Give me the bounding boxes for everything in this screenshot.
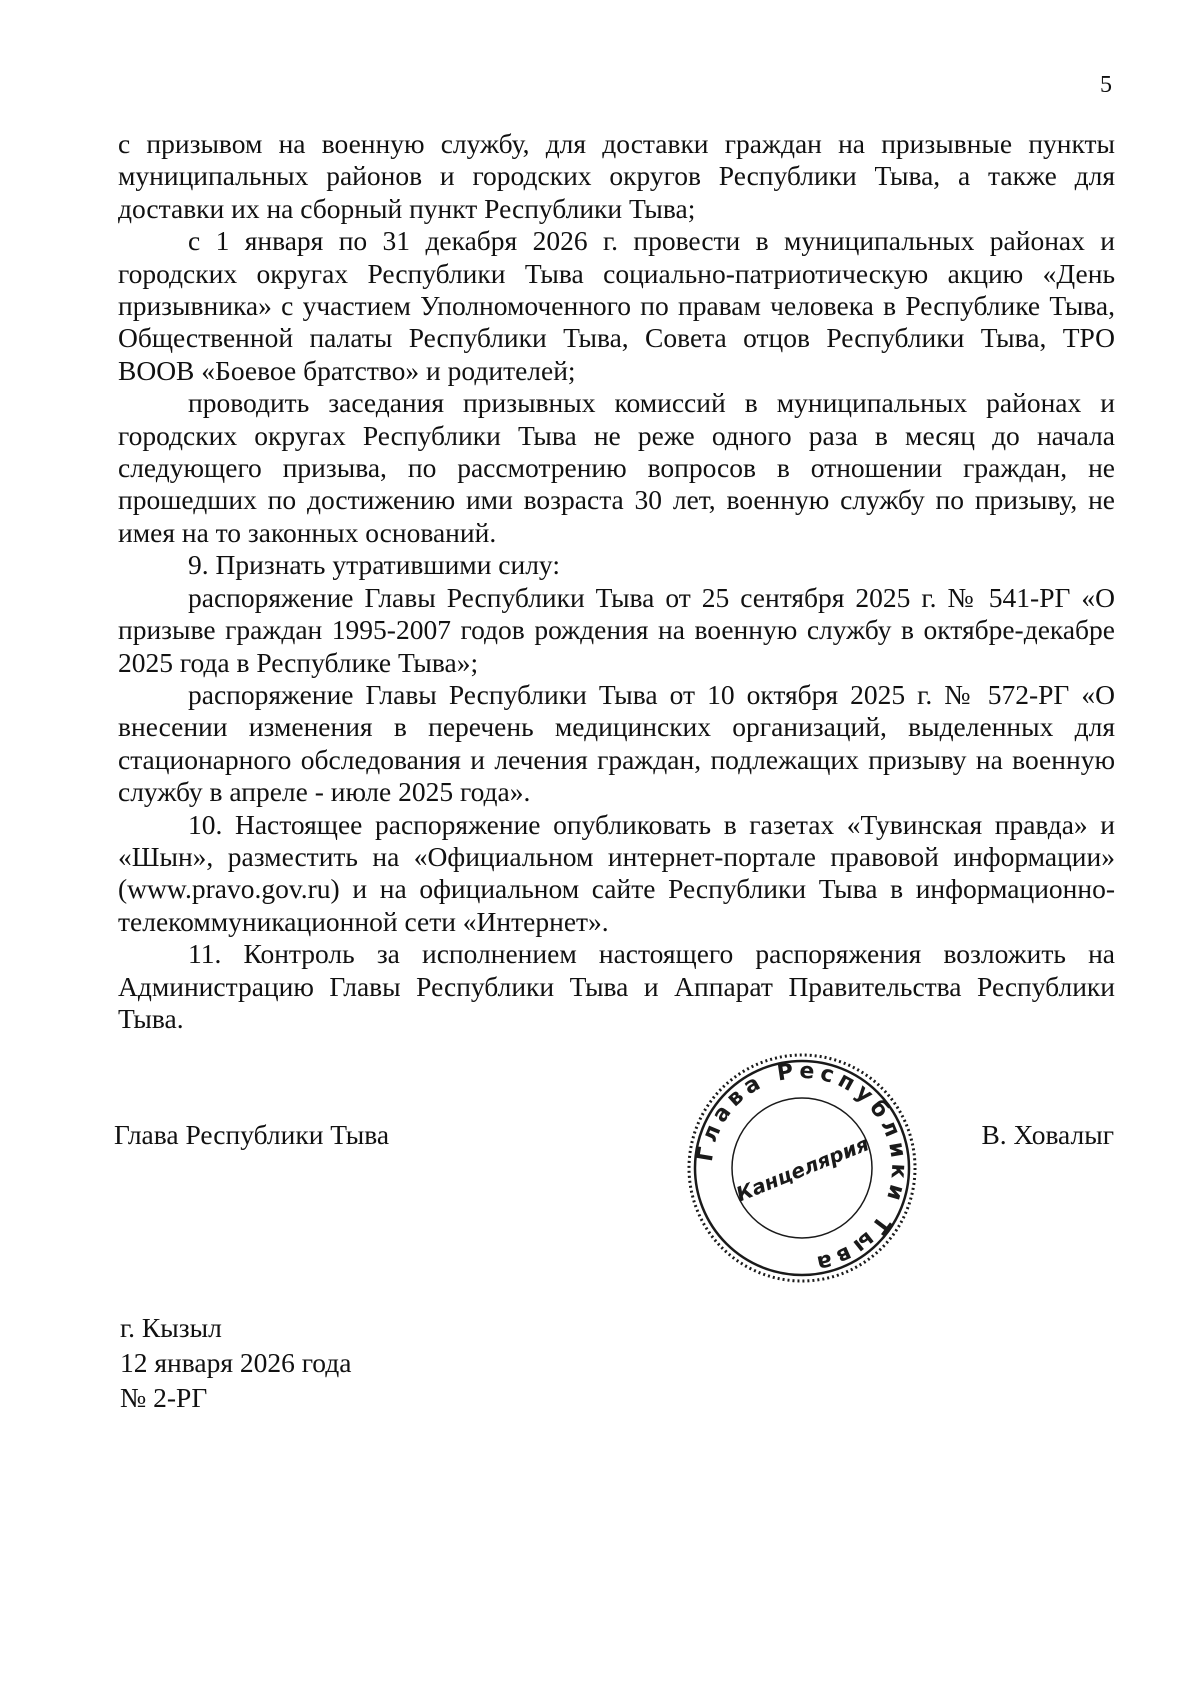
signature-name: В. Ховалыг [981,1119,1114,1150]
page-number: 5 [1100,72,1112,98]
paragraph-4: 9. Признать утратившими силу: [188,549,560,581]
footer-number: № 2-РГ [120,1382,208,1413]
document-body [118,128,1115,1035]
paragraph-2: с 1 января по 31 декабря 2026 г. провести в муниципальных районах и городских округах Республики Тыва социально-патриотическую акцию «День призывника» с участием Уполномоченного по правам человека в Республике Тыва, Общественной палаты Республики Тыва, Совета отцов Республики Тыва, ТРО ВООВ «Боевое братство» и родителей; [118,225,1115,386]
stamp-outer-text: Глава Республики Тыва [692,1058,912,1277]
paragraph-7: 10. Настоящее распоряжение опубликовать в газетах «Тувинская правда» и «Шын», разместить на «Официальном интернет-портале правовой информации» (www.pravo.gov.ru) и на официальном сайте Республики Тыва в информационно-телекоммуникационной сети «Интернет». [118,808,1115,937]
footer-city: г. Кызыл [120,1312,222,1343]
paragraph-5: распоряжение Главы Республики Тыва от 25 сентября 2025 г. № 541-РГ «О призыве граждан 1995-2007 годов рождения на военную службу в октябре-декабре 2025 года в Республике Тыва»; [118,581,1115,678]
stamp-inner-text: Канцелярия [732,1131,873,1207]
paragraph-6: распоряжение Главы Республики Тыва от 10 октября 2025 г. № 572-РГ «О внесении изменения в перечень медицинских организаций, выделенных для стационарного обследования и лечения граждан, подлежащих призыву на военную службу в апреле - июле 2025 года». [118,678,1115,808]
paragraph-8: 11. Контроль за исполнением настоящего распоряжения возложить на Администрацию Главы Республики Тыва и Аппарат Правительства Республики Тыва. [118,938,1115,1034]
official-stamp [684,1050,920,1286]
paragraph-3: проводить заседания призывных комиссий в муниципальных районах и городских округах Республики Тыва не реже одного раза в месяц до начала следующего призыва, по рассмотрению вопросов в отношении граждан, не прошедших по достижению ими возраста 30 лет, военную службу по призыву, не имея на то законных оснований. [118,387,1115,548]
footer-date: 12 января 2026 года [120,1347,352,1378]
paragraph-1: с призывом на военную службу, для доставки граждан на призывные пункты муниципальных районов и городских округов Республики Тыва, а также для доставки их на сборный пункт Республики Тыва; [118,128,1115,224]
signature-position: Глава Республики Тыва [114,1119,390,1150]
document-footer [120,1310,351,1415]
